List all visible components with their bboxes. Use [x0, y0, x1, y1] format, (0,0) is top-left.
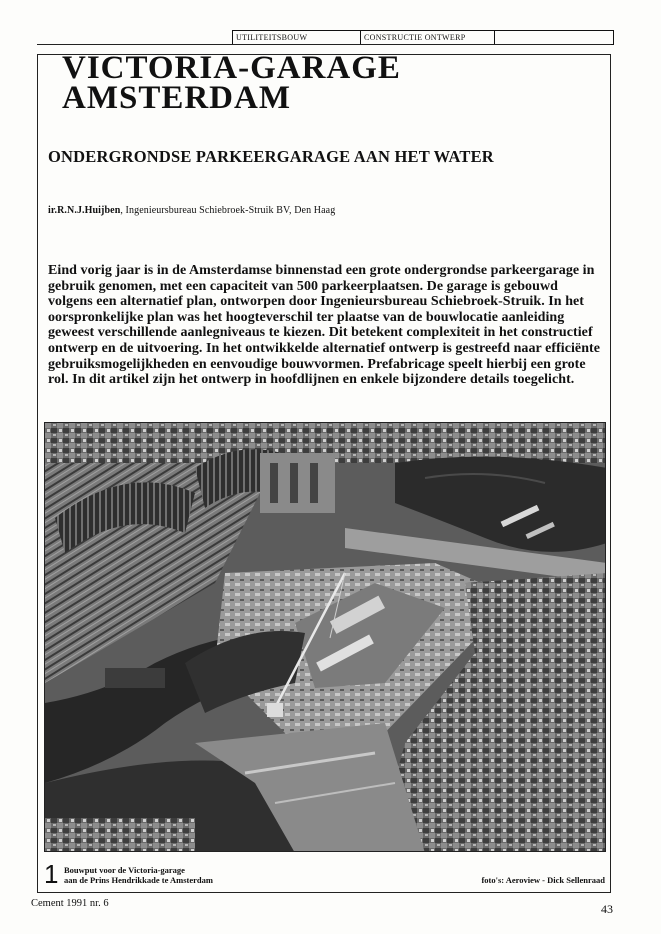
aerial-photo-image — [45, 423, 606, 852]
photo-credit: foto's: Aeroview - Dick Sellenraad — [481, 875, 605, 885]
aerial-photo — [44, 422, 606, 852]
article-intro: Eind vorig jaar is in de Amsterdamse binnenstad een grote ondergrondse parkeergarage in gebruik genomen, met een capaciteit van 500 parkeerplaatsen. De garage is gebouwd volgens een alternatief plan, ontworpen door Ingenieursbureau Schiebroek-Struik. In het oorspronkelijke plan was het hoogteverschil ter plaatse van de bouwlocatie aanleiding geweest verschillende aanlegniveaus te kiezen. Dit betekent complexiteit in het constructief ontwerp en de uitvoering. In het ontwikkelde alternatief ontwerp is gestreefd naar efficiënte gebruiksmogelijkheden en eenvoudige bouwvormen. Prefabricage speelt hierbij een grote rol. In dit artikel zijn het ontwerp in hoofdlijnen en enkele bijzondere details toegelicht. — [48, 263, 601, 388]
article-title: VICTORIA-GARAGE AMSTERDAM — [62, 50, 401, 116]
category-label: UTILITEITSBOUW — [232, 30, 360, 45]
author-affiliation: , Ingenieursbureau Schiebroek-Struik BV, Den Haag — [120, 205, 336, 216]
page-number: 43 — [601, 902, 613, 916]
author-name: ir.R.N.J.Huijben — [48, 205, 121, 216]
author-line — [48, 205, 335, 216]
category-label — [494, 30, 614, 45]
figure-caption: Bouwput voor de Victoria-garage aan de Prins Hendrikkade te Amsterdam — [64, 865, 213, 885]
journal-reference: Cement 1991 nr. 6 — [31, 898, 109, 909]
category-tabs — [232, 30, 614, 45]
figure-number: 1 — [44, 859, 59, 889]
article-subtitle: ONDERGRONDSE PARKEERGARAGE AAN HET WATER — [48, 147, 494, 166]
header-rule — [37, 44, 611, 45]
category-label: CONSTRUCTIE ONTWERP — [360, 30, 494, 45]
